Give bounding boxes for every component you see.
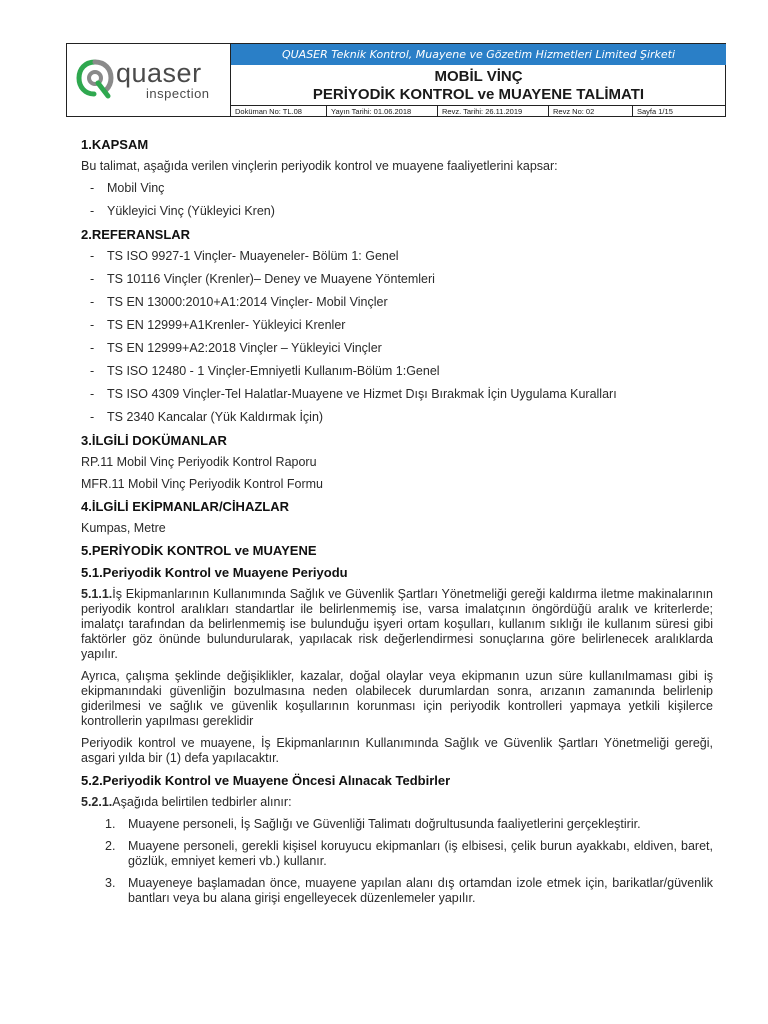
item-text: Muayeneye başlamadan önce, muayene yapılan alanı dış ortamdan izole etmek için, barikatlar/güvenlik bantları veya bu alana girişi engelleyecek düzenlemeler yapılır.: [128, 876, 713, 905]
item-number: 2.: [105, 839, 116, 853]
document-header: [66, 43, 726, 117]
document-ref: MFR.11 Mobil Vinç Periyodik Kontrol Formu: [81, 477, 323, 491]
list-item: - Mobil Vinç: [81, 181, 713, 196]
item-number: 1.: [105, 817, 116, 831]
paragraph-ayrica: Ayrıca, çalışma şeklinde değişiklikler, kazalar, doğal olaylar veya ekipmanın uzun süre kullanılmaması gibi iş ekipmanındaki güvenliğin bozulmasına neden olabilecek durumlardan sonra, arızanın zamanında belirlenip giderilmesi ve sağlık ve güvenlik koşullarının korunması için periyodik kontrolleri yapmaya yetkili kişilerce kontrollerin yapılması gereklidir: [81, 669, 713, 728]
list-item: - Yükleyici Vinç (Yükleyici Kren): [81, 204, 713, 219]
equipment-list: Kumpas, Metre: [81, 521, 166, 535]
numbered-item: [81, 817, 713, 832]
reference-item: - TS EN 12999+A2:2018 Vinçler – Yükleyici Vinçler: [81, 341, 713, 356]
item-number: 3.: [105, 876, 116, 890]
meta-doc-no: Doküman No: TL.08: [231, 106, 327, 117]
section-heading-kapsam: 1.KAPSAM: [81, 137, 149, 152]
quaser-logo-icon: [76, 59, 114, 99]
title-line-2: PERİYODİK KONTROL ve MUAYENE TALİMATI: [312, 86, 645, 103]
meta-page: Sayfa 1/15: [637, 107, 673, 116]
subsection-heading-tedbirler: 5.2.Periyodik Kontrol ve Muayene Öncesi Alınacak Tedbirler: [81, 773, 451, 788]
reference-item: - TS ISO 4309 Vinçler-Tel Halatlar-Muayene ve Hizmet Dışı Bırakmak İçin Uygulama Kuralları: [81, 387, 713, 402]
section-heading-referanslar: 2.REFERANSLAR: [81, 227, 191, 242]
logo: [67, 44, 231, 117]
section-heading-ekipmanlar: 4.İLGİLİ EKİPMANLAR/CİHAZLAR: [81, 499, 289, 514]
reference-item: - TS 10116 Vinçler (Krenler)– Deney ve Muayene Yöntemleri: [81, 272, 713, 287]
paragraph-number: 5.2.1.: [81, 795, 113, 809]
kapsam-intro: Bu talimat, aşağıda verilen vinçlerin periyodik kontrol ve muayene faaliyetlerini kapsar:: [81, 159, 558, 173]
reference-item: - TS EN 13000:2010+A1:2014 Vinçler- Mobil Vinçler: [81, 295, 713, 310]
reference-item: - TS 2340 Kancalar (Yük Kaldırmak İçin): [81, 410, 713, 425]
item-text: Muayene personeli, İş Sağlığı ve Güvenliği Talimatı doğrultusunda faaliyetlerini gerçekleştirir.: [128, 817, 641, 831]
reference-item: - TS EN 12999+A1Krenler- Yükleyici Krenler: [81, 318, 713, 333]
meta-revision-date: Revz. Tarihi: 26.11.2019: [438, 106, 549, 117]
numbered-item: [81, 876, 713, 906]
document-body: [81, 137, 713, 913]
paragraph-text: İş Ekipmanlarının Kullanımında Sağlık ve Güvenlik Şartları Yönetmeliği gereği kaldırma iletme makinalarının periyodik kontrol aralıkları standartlar ile belirlenmemiş ise, varsa imalatçının öngördüğü aralık ve kriterlerde; imalatçı tarafından da belirlenmemiş ise bulunduğu işyeri ortam koşulları, kullanım sıklığı ile kullanım süresi gibi faktörler göz önünde bulundurularak, yapılacak risk değerlendirmesi sonuçlarına göre belirlenecek aralıklarda yapılır.: [81, 587, 713, 661]
subsection-heading-periyot: 5.1.Periyodik Kontrol ve Muayene Periyodu: [81, 565, 348, 580]
document-meta-row: [231, 105, 726, 117]
meta-publish-date: Yayın Tarihi: 01.06.2018: [327, 106, 438, 117]
meta-revision-no: Revz No: 02: [549, 106, 633, 117]
paragraph-text: Aşağıda belirtilen tedbirler alınır:: [112, 795, 292, 809]
paragraph-5-1-1: [81, 587, 713, 662]
reference-item: - TS ISO 12480 - 1 Vinçler-Emniyetli Kullanım-Bölüm 1:Genel: [81, 364, 713, 379]
logo-subtitle: inspection: [146, 86, 210, 101]
document-ref: RP.11 Mobil Vinç Periyodik Kontrol Raporu: [81, 455, 317, 469]
title-line-1: MOBİL VİNÇ: [434, 68, 523, 85]
paragraph-periyodik: Periyodik kontrol ve muayene, İş Ekipmanlarının Kullanımında Sağlık ve Güvenlik Şartları Yönetmeliği gereği, asgari yılda bir (1) defa yapılacaktır.: [81, 736, 713, 765]
paragraph-5-2-1: [81, 795, 713, 810]
item-text: Muayene personeli, gerekli kişisel koruyucu ekipmanları (iş elbisesi, çelik burun ayakkabı, eldiven, baret, gözlük, emniyet kemeri vb.) kullanır.: [128, 839, 713, 868]
paragraph-number: 5.1.1.: [81, 587, 113, 601]
logo-wordmark: quaser: [116, 58, 202, 88]
section-heading-ilgili-dokumanlar: 3.İLGİLİ DOKÜMANLAR: [81, 433, 227, 448]
company-name: QUASER Teknik Kontrol, Muayene ve Gözetim Hizmetleri Limited Şirketi: [231, 44, 726, 65]
reference-item: - TS ISO 9927-1 Vinçler- Muayeneler- Bölüm 1: Genel: [81, 249, 713, 264]
document-title: [231, 65, 726, 105]
section-heading-periyodik-kontrol: 5.PERİYODİK KONTROL ve MUAYENE: [81, 543, 317, 558]
numbered-item: [81, 839, 713, 869]
